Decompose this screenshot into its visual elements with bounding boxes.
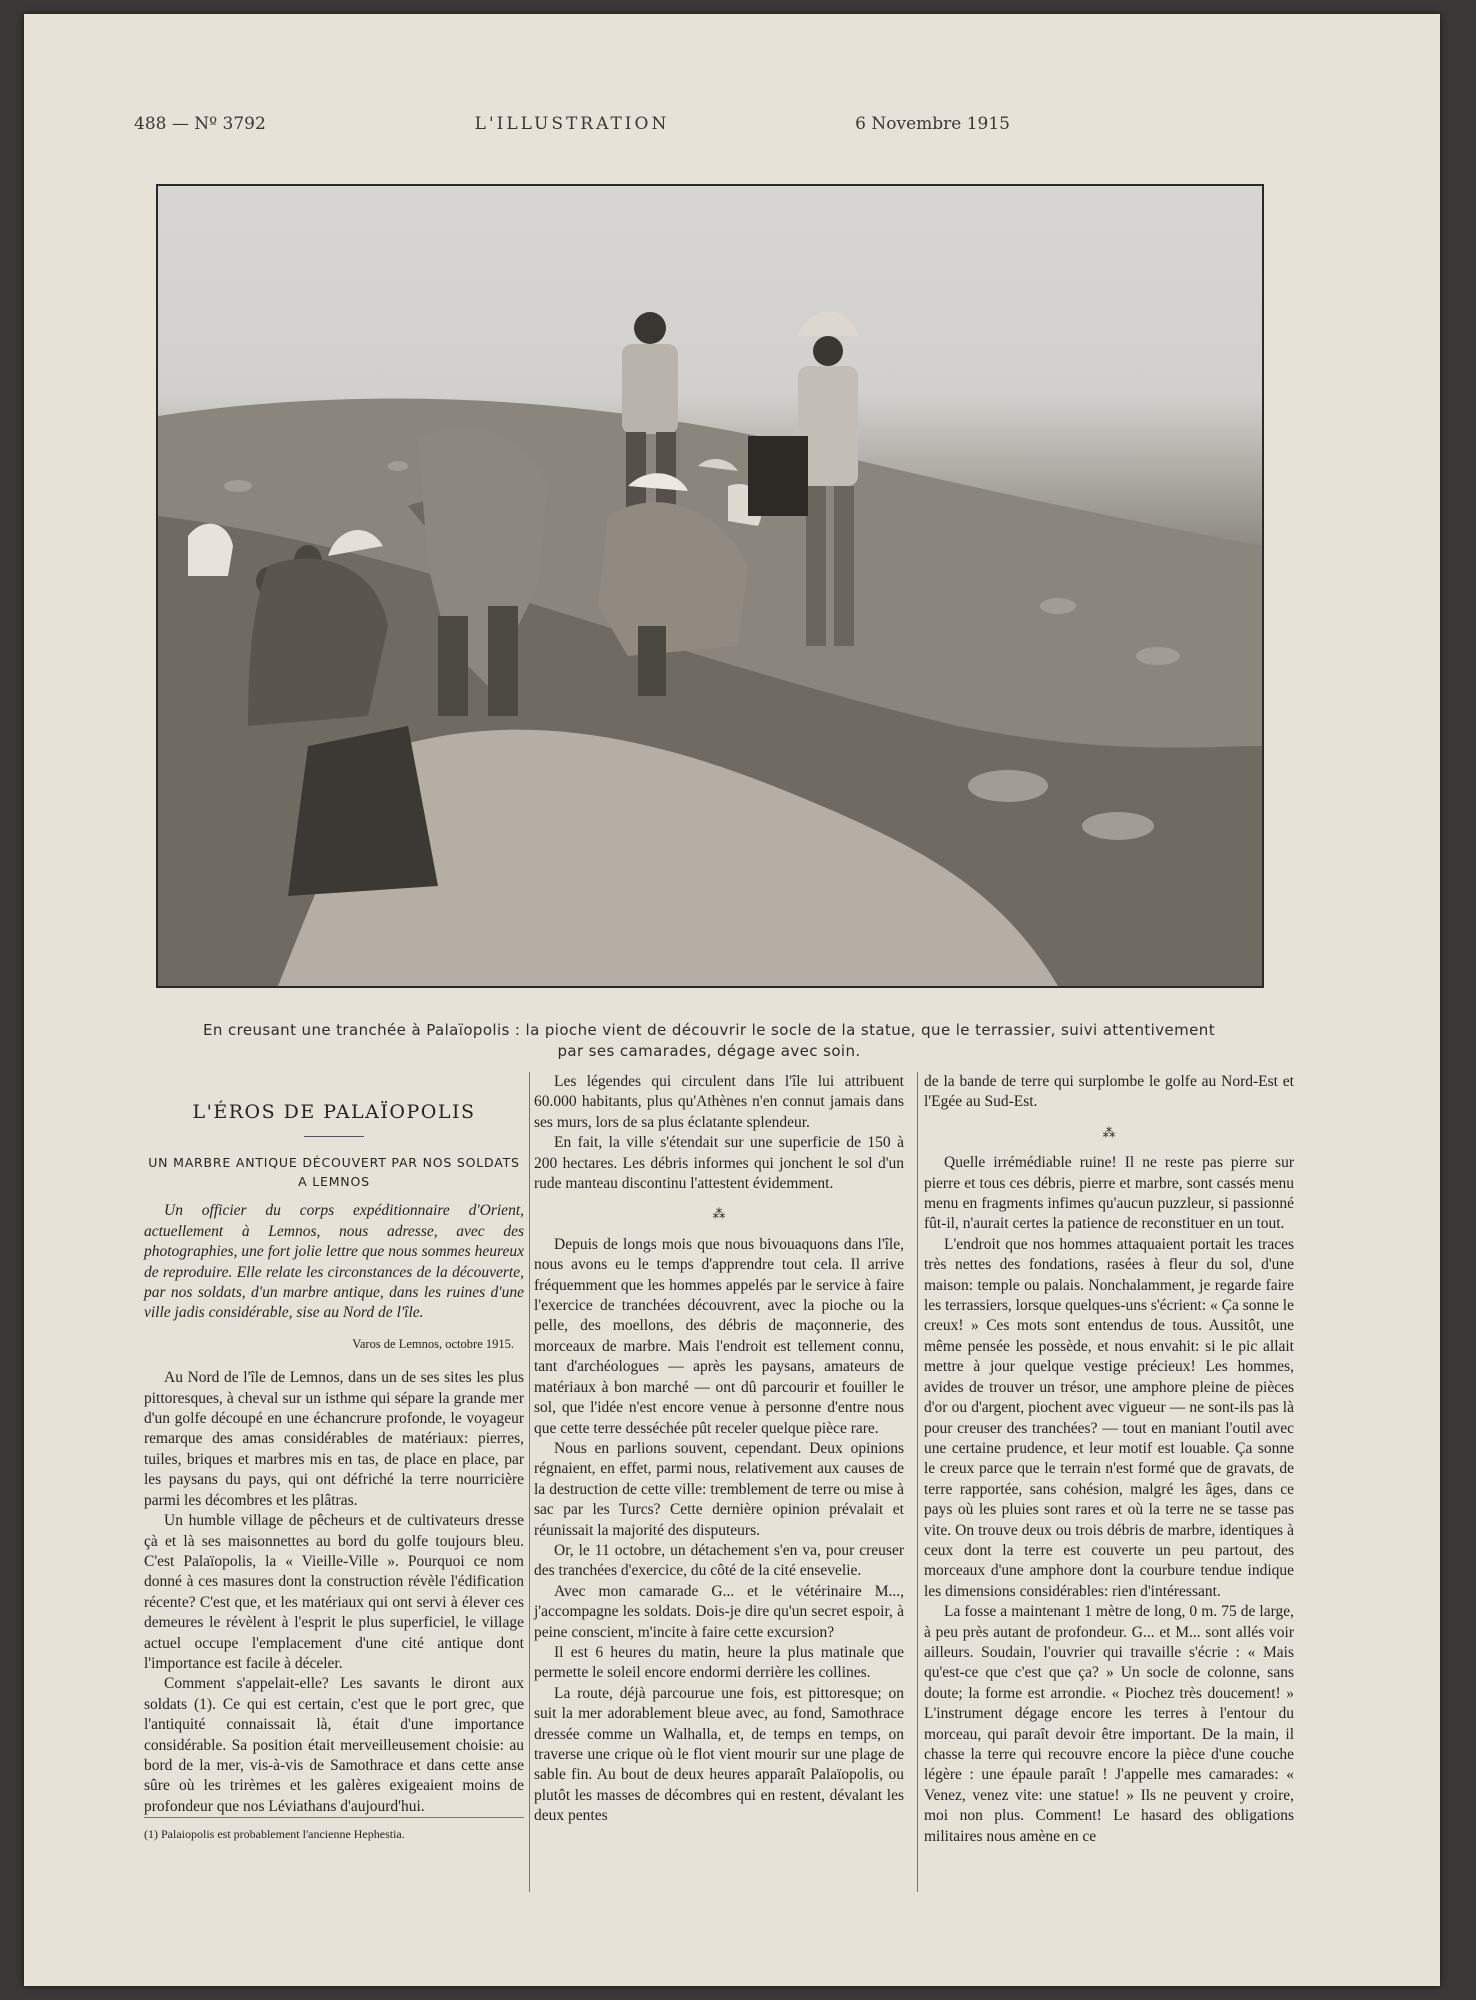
caption-line-1: En creusant une tranchée à Palaïopolis : la pioche vient de découvrir le socle de la statue, que le terrassier, suivi attentivement	[203, 1021, 1215, 1039]
paragraph: Avec mon camarade G... et le vétérinaire M..., j'accompagne les soldats. Dois-je dire qu'un secret espoir, à peine conscient, m'incite à faire cette excursion?	[534, 1582, 904, 1641]
excavation-photograph	[156, 184, 1264, 988]
paragraph: de la bande de terre qui surplombe le golfe au Nord-Est et l'Egée au Sud-Est.	[924, 1073, 1294, 1111]
article-title: L'ÉROS DE PALAÏOPOLIS	[192, 1101, 476, 1123]
article-subtitle	[144, 1153, 524, 1191]
magazine-page	[24, 14, 1440, 1986]
paragraph: L'endroit que nos hommes attaquaient portait les traces très nettes des fondations, rasées à fleur du sol, d'une maison: temple ou palais. Nonchalamment, je regarde faire les terrassiers, lorsque quelques-uns s'écrient: « Ça sonne le creux! » Ces mots sont entendus de tous. Aussitôt, une même pensée les possède, et nous envahit: si le pic allait mettre à jour quelque vestige précieux! Les hommes, avides de trouver un trésor, une amphore pleine de pièces d'or ou d'argent, piochent avec vigueur — ne sont-ils pas là pour creuser des tranchées? — tout en maniant l'outil avec une certaine prudence, et leur motif est louable. Ça sonne le creux parce que le terrain n'est formé que de gravats, de terre rapportée, sans cohésion, malgré les âges, dans ce pays où les pluies sont rares et où la terre ne se tasse pas vite. On trouve deux ou trois débris de marbre, identiques à ceux dont la terre est couverte un peu partout, des morceaux d'une amphore dont la courbure tendue indique les dimensions considérables: rien d'intéressant.	[924, 1235, 1294, 1600]
paragraph: Comment s'appelait-elle? Les savants le diront aux soldats (1). Ce qui est certain, c'est que le port grec, que l'antiquité connaissait là, était d'une importance considérable. Sa position était merveilleusement choisie: au bord de la mer, vis-à-vis de Samothrace et dans cette anse sûre où les trirèmes et les galères exigeaient moins de profondeur que nos Léviathans d'aujourd'hui.	[144, 1675, 524, 1815]
dateline: Varos de Lemnos, octobre 1915.	[352, 1336, 514, 1351]
paragraph: Un humble village de pêcheurs et de cultivateurs dresse çà et là ses maisonnettes au bord du golfe toujours bleu. C'est Palaïopolis, la « Vieille-Ville ». Pourquoi ce nom donné à ces masures dont la construction révèle l'édification récente? C'est que, et les matériaux qui ont servi à élever ces demeures le révèlent à l'esprit le plus superficiel, le village actuel occupe l'emplacement d'une cité antique dont l'importance est facile à déceler.	[144, 1512, 524, 1672]
paragraph: La fosse a maintenant 1 mètre de long, 0 m. 75 de large, à peu près autant de profondeur. G... et M... sont allés voir ailleurs. Soudain, l'ouvrier qui travaille s'écrie : « Mais qu'est-ce que c'est que ça? » Un socle de colonne, sans doute; la forme est arrondie. « Piochez très doucement! » L'instrument dégage encore les terres à l'entour du morceau, qui paraît devoir être important. De la main, il chasse la terre qui recouvre encore la pièce d'une couche légère : une épaule paraît ! J'appelle mes camarades: « Venez, venez vite: une statue! » Ils ne peuvent y croire, moi non plus. Comment! Le hasard des obligations militaires nous amène en ce	[924, 1603, 1294, 1845]
footnote: (1) Palaiopolis est probablement l'ancienne Hephestia.	[144, 1817, 524, 1844]
subtitle-line-2: A LEMNOS	[298, 1174, 370, 1190]
paragraph: Nous en parlions souvent, cependant. Deux opinions régnaient, en effet, parmi nous, relativement aux causes de la destruction de cette ville: tremblement de terre ou mise à sac par les Turcs? Cette dernière opinion prévalait et réunissait la majorité des disputeurs.	[534, 1439, 904, 1539]
column-rule	[529, 1072, 530, 1892]
section-break-stars: ⁂	[712, 1206, 726, 1222]
subtitle-line-1: UN MARBRE ANTIQUE DÉCOUVERT PAR NOS SOLDATS	[148, 1155, 520, 1171]
title-divider	[304, 1136, 364, 1137]
article-column-3	[924, 1072, 1294, 1847]
paragraph: Les légendes qui circulent dans l'île lui attribuent 60.000 habitants, plus qu'Athènes n'en connut jamais dans ses murs, lors de sa plus éclatante splendeur.	[534, 1073, 904, 1131]
issue-date: 6 Novembre 1915	[855, 114, 1010, 134]
publication-title: L'ILLUSTRATION	[474, 114, 670, 134]
paragraph: Depuis de longs mois que nous bivouaquons dans l'île, nous avons eu le temps d'apprendre tout cela. Il arrive fréquemment que les hommes appelés par le service à faire l'exercice de tranchées découvrent, avec la pioche ou la pelle, des moellons, des débris de maçonnerie, des morceaux de marbre. Mais l'endroit est tellement connu, tant d'archéologues — après les paysans, amateurs de matériaux à bon marché — ont dû parcourir et fouiller le sol, que l'idée n'est encore venue à personne d'entre nous que cette terre desséchée pût receler quelque pièce rare.	[534, 1235, 904, 1437]
section-break-stars: ⁂	[1102, 1124, 1116, 1140]
photo-caption	[199, 1020, 1219, 1062]
photo-illustration	[158, 186, 1262, 986]
article-intro: Un officier du corps expéditionnaire d'Orient, actuellement à Lemnos, nous adresse, avec des photographies, une fort jolie lettre que nous sommes heureux de reproduire. Elle relate les circonstances de la découverte, par nos soldats, d'un marbre antique, dans les ruines d'une ville jadis considérable, sise au Nord de l'île.	[144, 1202, 524, 1322]
page-number: 488 — Nº 3792	[134, 114, 266, 134]
paragraph: Au Nord de l'île de Lemnos, dans un de ses sites les plus pittoresques, à cheval sur un isthme qui sépare la grande mer d'un golfe découpé en une échancrure profonde, le voyageur remarque des amas considérables de matériaux: pierres, tuiles, briques et marbres mis en tas, de place en place, par les paysans du pays, qui ont défriché la terre nourricière parmi les décombres et les plâtras.	[144, 1369, 524, 1509]
caption-line-2: par ses camarades, dégage avec soin.	[557, 1042, 861, 1060]
article-column-2	[534, 1072, 904, 1827]
page-header	[134, 114, 1010, 142]
paragraph: Il est 6 heures du matin, heure la plus matinale que permette le soleil encore endormi derrière les collines.	[534, 1643, 904, 1682]
article-column-1	[144, 1072, 524, 1845]
paragraph: Or, le 11 octobre, un détachement s'en va, pour creuser des tranchées d'exercice, du côté de la cité ensevelie.	[534, 1541, 904, 1580]
column-rule	[917, 1072, 918, 1892]
paragraph: En fait, la ville s'étendait sur une superficie de 150 à 200 hectares. Les débris informes qui jonchent le sol d'un rude manteau discontinu l'attestent évidemment.	[534, 1134, 904, 1193]
paragraph: La route, déjà parcourue une fois, est pittoresque; on suit la mer adorablement bleue avec, au fond, Samothrace dressée comme un Walhalla, et, de temps en temps, on traverse une crique où le flot vient mourir sur une plage de sable fin. Au bout de deux heures apparaît Palaïopolis, ou plutôt les masses de décombres qui en restent, dévalant les deux pentes	[534, 1684, 904, 1825]
paragraph: Quelle irrémédiable ruine! Il ne reste pas pierre sur pierre et tous ces débris, pierre et marbre, sont cassés menu menu en fragments infimes qu'aucun puzzleur, si passionné fût-il, n'aurait certes la patience de reconstituer en un tout.	[924, 1154, 1294, 1233]
